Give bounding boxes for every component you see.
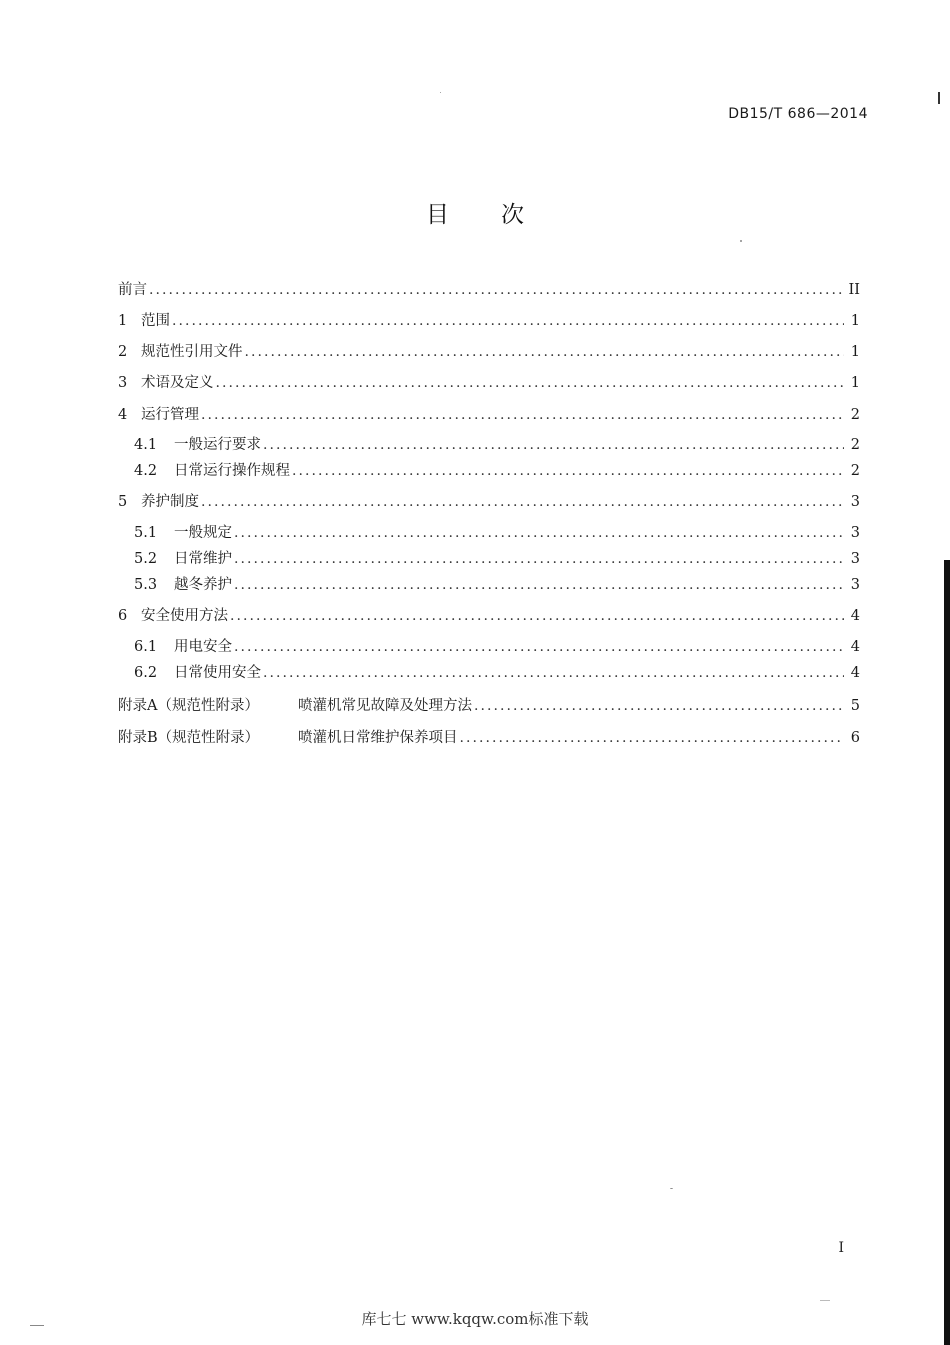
toc-entry-6-2[interactable] [134,659,860,683]
toc-entry-5-1[interactable] [134,519,860,543]
toc-entry-6-1[interactable] [134,633,860,657]
toc-entry-number: 5.2 [134,551,158,567]
toc-entry-title: 日常使用安全 [174,665,261,681]
toc-entry-1[interactable] [118,307,860,331]
toc-dot-leader [201,405,844,425]
toc-entry-title: 越冬养护 [174,577,232,593]
toc-entry-number: 3 [118,375,128,391]
toc-entry-page: 2 [850,463,860,479]
toc-dot-leader [216,373,845,393]
toc-dot-leader [234,637,844,657]
scan-speck [740,240,742,242]
toc-entry-appendix-b[interactable] [118,724,860,748]
toc-entry-number: 4 [118,407,128,423]
scan-speck [30,1325,44,1326]
scan-speck [820,1300,830,1301]
toc-entry-number: 6.2 [134,665,158,681]
toc-entry-title: 一般规定 [174,525,232,541]
toc-dot-leader [234,549,844,569]
toc-entry-number: 6 [118,608,128,624]
toc-dot-leader [234,575,844,595]
toc-entry-title: 用电安全 [174,639,232,655]
toc-entry-page: 2 [850,407,860,423]
toc-dot-leader [245,342,845,362]
toc-entry-number: 4.1 [134,437,158,453]
footer-watermark: 库七七 www.kqqw.com标准下载 [361,1310,589,1328]
toc-entry-page: 4 [850,608,860,624]
toc-entry-page: 4 [850,639,860,655]
toc-entry-3[interactable] [118,369,860,393]
page-number: I [838,1240,844,1256]
toc-dot-leader [292,461,844,481]
toc-entry-page: 1 [850,313,860,329]
document-code: DB15/T 686—2014 [728,106,868,122]
toc-entry-title: 喷灌机常见故障及处理方法 [298,698,472,714]
toc-entry-appendix-a[interactable] [118,692,860,716]
toc-entry-2[interactable] [118,338,860,362]
toc-entry-title: 养护制度 [141,494,199,510]
toc-dot-leader [474,696,844,716]
toc-entry-5-3[interactable] [134,571,860,595]
toc-entry-page: 3 [850,551,860,567]
scan-speck [440,92,441,93]
toc-entry-page: 6 [850,730,860,746]
toc-entry-number: 1 [118,313,128,329]
toc-dot-leader [201,492,844,512]
toc-entry-title: 一般运行要求 [174,437,261,453]
toc-entry-foreword[interactable] [118,276,860,300]
toc-entry-title: 日常维护 [174,551,232,567]
toc-dot-leader [234,523,844,543]
toc-entry-6[interactable] [118,602,860,626]
toc-entry-page: 2 [850,437,860,453]
toc-entry-title: 范围 [141,313,170,329]
toc-entry-title: 安全使用方法 [141,608,228,624]
toc-entry-page: 4 [850,665,860,681]
toc-entry-4[interactable] [118,401,860,425]
toc-entry-page: 3 [850,577,860,593]
toc-entry-title: 日常运行操作规程 [174,463,290,479]
toc-entry-title: 术语及定义 [141,375,214,391]
toc-entry-page: 3 [850,494,860,510]
toc-dot-leader [460,728,845,748]
toc-dot-leader [263,663,844,683]
toc-entry-page: 1 [850,375,860,391]
toc-entry-number: 2 [118,344,128,360]
toc-entry-title: 前言 [118,282,147,298]
toc-dot-leader [230,606,844,626]
toc-entry-number: 5.1 [134,525,158,541]
toc-entry-5-2[interactable] [134,545,860,569]
toc-entry-4-1[interactable] [134,431,860,455]
toc-entry-page: 1 [850,344,860,360]
toc-entry-page: 3 [850,525,860,541]
scan-speck [670,1188,673,1189]
toc-appendix-label: 附录B（规范性附录） [118,730,260,746]
toc-appendix-label: 附录A（规范性附录） [118,698,259,714]
toc-entry-number: 6.1 [134,639,158,655]
toc-entry-title: 喷灌机日常维护保养项目 [298,730,458,746]
toc-dot-leader [172,311,844,331]
toc-entry-title: 运行管理 [141,407,199,423]
toc-entry-page: II [848,282,860,298]
toc-entry-number: 5 [118,494,128,510]
toc-entry-page: 5 [850,698,860,714]
toc-dot-leader [263,435,844,455]
toc-entry-title: 规范性引用文件 [141,344,243,360]
scan-edge-border [944,560,950,1345]
toc-entry-5[interactable] [118,488,860,512]
page-title: 目次 [426,202,576,228]
toc-dot-leader [149,280,844,300]
toc-entry-4-2[interactable] [134,457,860,481]
scan-edge-mark [938,92,940,104]
toc-entry-number: 5.3 [134,577,158,593]
toc-entry-number: 4.2 [134,463,158,479]
